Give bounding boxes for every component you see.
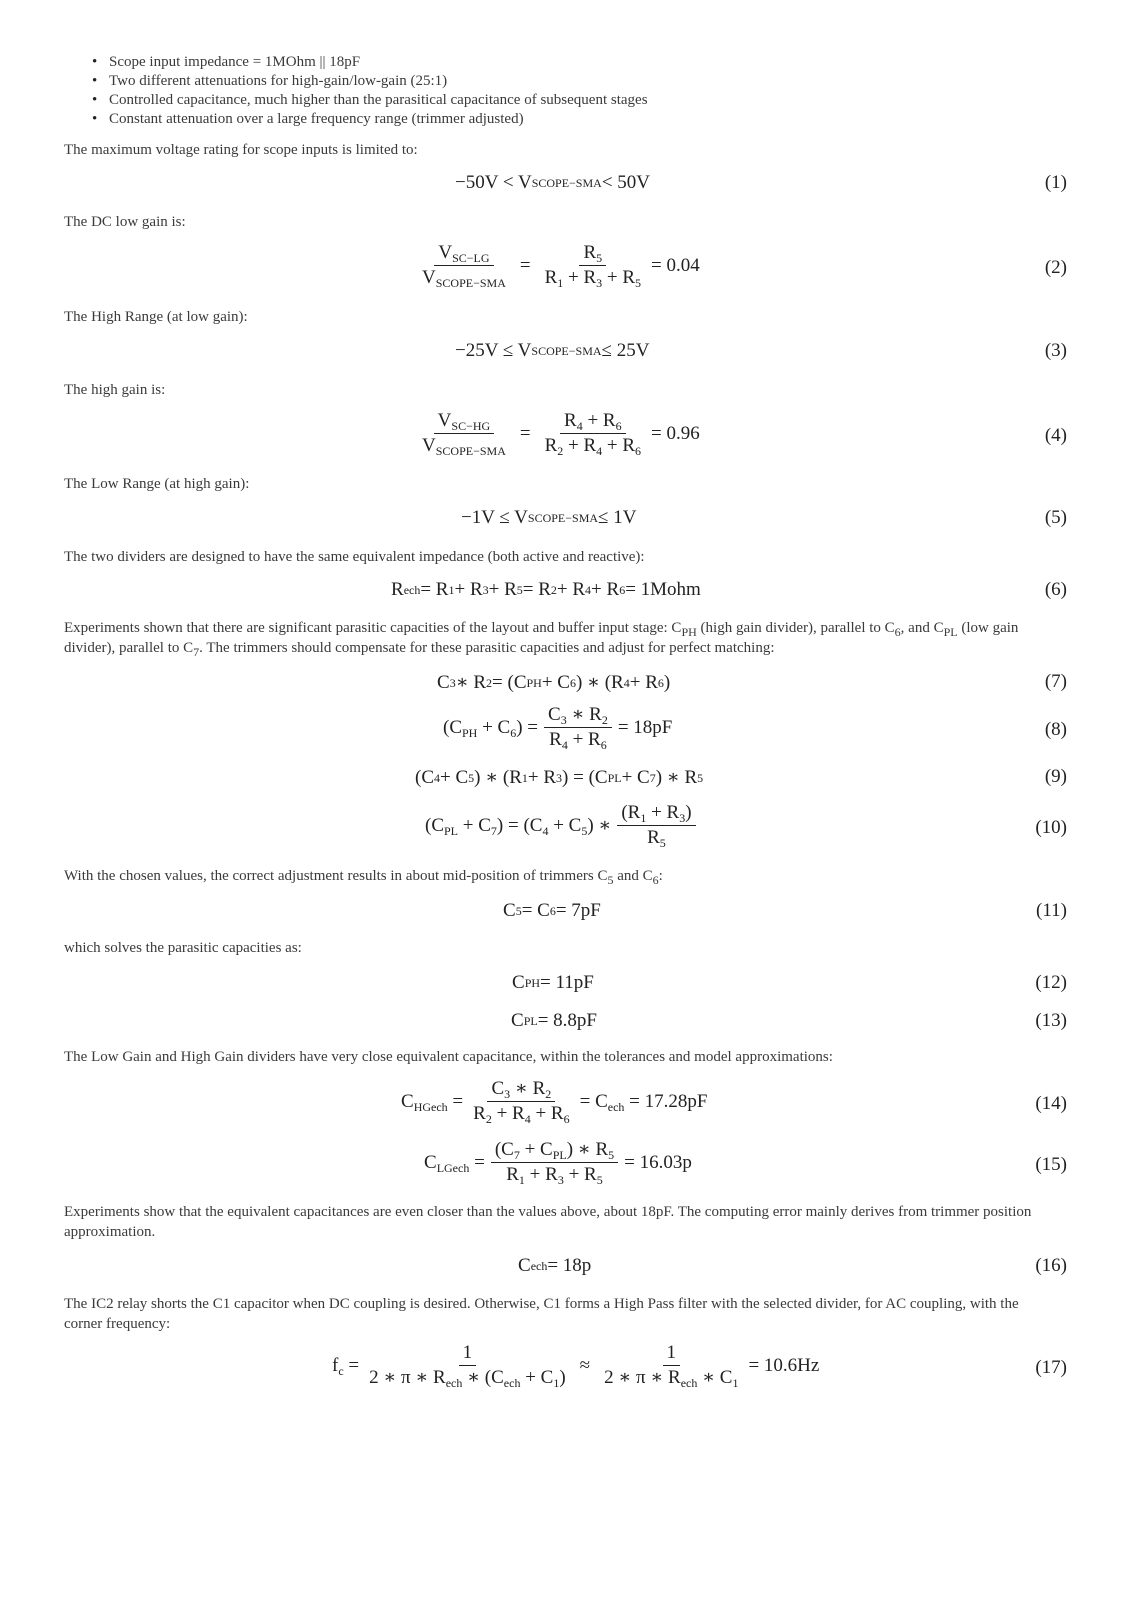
paragraph-equivalent-capacitance: The Low Gain and High Gain dividers have very close equivalent capacitance, within the tolerances and model approximations: [64, 1049, 833, 1065]
equation-body [332, 1342, 819, 1389]
subscript: 6 [652, 873, 659, 887]
equation-body: (C 4 + C 5 ) ∗ (R 1 + R 3 ) = (C PL + C 7 ) ∗ R 5 [415, 766, 704, 788]
denominator: $V_{SCOPE-SMA}$ [422, 435, 506, 458]
equation-number: (7) [1044, 671, 1067, 692]
list-item: • Controlled capacitance, much higher than the parasitical capacitance of subsequent stages [92, 91, 648, 110]
fraction [491, 1139, 618, 1186]
fraction [418, 242, 510, 289]
numerator: $V_{SC-HG}$ [434, 410, 495, 434]
subscript: 6 [894, 625, 901, 639]
paragraph-chosen-values [64, 866, 1054, 886]
text: (high gain divider), parallel to C [696, 620, 895, 636]
equation-body: R ech = R 1 + R 3 + R 5 = R 2 + R 4 + R 6 = 1Mohm [391, 579, 701, 600]
numerator: 1 [459, 1342, 477, 1366]
equation-number: (3) [1044, 340, 1067, 361]
equation-number: (8) [1044, 719, 1067, 740]
denominator: $R_2 + R_4 + R_6$ [473, 1103, 570, 1126]
list-item: • Constant attenuation over a large frequency range (trimmer adjusted) [92, 110, 648, 129]
equation-number: (14) [1035, 1093, 1067, 1114]
equation-body: −1V ≤ V SCOPE−SMA ≤ 1V [461, 507, 637, 528]
equation-number: (11) [1036, 900, 1067, 921]
paragraph-ic2-relay: The IC2 relay shorts the C1 capacitor when DC coupling is desired. Otherwise, C1 forms a High Pass filter with the selected divider, for AC coupling, with the corner frequency: [64, 1296, 1019, 1332]
denominator: $R_4 + R_6$ [549, 729, 607, 752]
fraction [541, 242, 645, 289]
fraction [600, 1342, 742, 1389]
fraction [544, 704, 612, 751]
numerator: $V_{SC-LG}$ [434, 242, 493, 266]
feature-list [92, 53, 648, 129]
text: and C [613, 868, 653, 884]
paragraph-high-range: The High Range (at low gain): [64, 309, 248, 325]
equation-number: (15) [1035, 1154, 1067, 1175]
list-item: • Scope input impedance = 1MOhm || 18pF [92, 53, 648, 72]
equation-number: (2) [1044, 257, 1067, 278]
numerator: $R_5$ [579, 242, 606, 266]
lhs: $C_{HGech}$ = [401, 1090, 464, 1114]
result: = 18pF [617, 716, 673, 738]
paragraph-low-range: The Low Range (at high gain): [64, 476, 250, 492]
equation-body: −25V ≤ V SCOPE−SMA ≤ 25V [455, 340, 650, 361]
text: With the chosen values, the correct adjustment results in about mid-position of trimmers C [64, 868, 608, 884]
fraction [365, 1342, 570, 1389]
result: = 0.04 [651, 254, 700, 276]
paragraph-max-voltage: The maximum voltage rating for scope inputs is limited to: [64, 142, 418, 158]
lhs: $f_c$ = [332, 1354, 360, 1378]
fraction [418, 410, 510, 457]
equation-number: (4) [1044, 425, 1067, 446]
equation-body: C 3 ∗ R 2 = (C PH + C 6 ) ∗ (R 4 + R 6 ) [437, 671, 671, 693]
denominator: 2 ∗ π ∗ $R_{ech}$ ∗ $C_1$ [604, 1367, 739, 1390]
approx-sign: ≈ [579, 1354, 591, 1376]
equation-body: C PL = 8.8pF [511, 1010, 597, 1031]
result: = $C_{ech} = 17.28pF$ [579, 1090, 708, 1114]
equation-number: (1) [1044, 172, 1067, 193]
equation-number: (12) [1035, 972, 1067, 993]
numerator: $R_4 + R_6$ [560, 410, 626, 434]
lhs: $(C_{PH} + C_6)$ = [443, 716, 539, 740]
paragraph-solves-parasitic: which solves the parasitic capacities as: [64, 940, 302, 956]
equation-number: (5) [1044, 507, 1067, 528]
subscript: 5 [607, 873, 614, 887]
paragraph-parasitic-capacities [64, 618, 1054, 658]
text: (low gain divider), parallel to C [64, 620, 1019, 656]
text: , and C [900, 620, 944, 636]
equation-number: (13) [1035, 1010, 1067, 1031]
result: = 16.03p [624, 1151, 692, 1173]
equation-body: $\frac{V_{SC-HG}}{V_{SCOPE-SMA}}$ = $\frac{R_4 + R_6}{R_2 + R_4 + R_6}$ = 0.96 [412, 410, 700, 457]
subscript: PH [681, 625, 697, 639]
equation-body [425, 802, 702, 849]
equation-body: C ech = 18p [518, 1255, 592, 1276]
list-item: • Two different attenuations for high-gain/low-gain (25:1) [92, 72, 648, 91]
numerator: $C_3$ ∗ $R_2$ [487, 1078, 555, 1102]
denominator: $R_2 + R_4 + R_6$ [544, 435, 642, 458]
fraction [617, 802, 695, 849]
equation-number: (16) [1035, 1255, 1067, 1276]
numerator: $(R_1 + R_3)$ [617, 802, 695, 826]
numerator: $C_3$ ∗ $R_2$ [544, 704, 612, 728]
equation-body: C PH = 11pF [512, 972, 594, 993]
lhs: $(C_{PL} + C_7) = (C_4 + C_5)$ ∗ [425, 815, 612, 838]
paragraph-experiments-closer: Experiments show that the equivalent capacitances are even closer than the values above, about 18pF. The computing error mainly derives from trimmer position approximation. [64, 1204, 1032, 1240]
fraction [541, 410, 645, 457]
equation-body: $\frac{V_{SC-LG}}{V_{SCOPE-SMA}}$ = $\frac{R_5}{R_1 + R_3 + R_5}$ = 0.04 [412, 242, 700, 289]
denominator: $R_1 + R_3 + R_5$ [506, 1164, 603, 1187]
denominator: 2 ∗ π ∗ $R_{ech}$ ∗ $(C_{ech} + C_1)$ [369, 1367, 566, 1390]
paragraph-equivalent-impedance: The two dividers are designed to have the same equivalent impedance (both active and reactive): [64, 549, 645, 565]
text: Experiments shown that there are significant parasitic capacities of the layout and buffer input stage: C [64, 620, 682, 636]
result: = 0.96 [651, 422, 700, 444]
denominator: $R_5$ [647, 827, 666, 850]
result: = 10.6Hz [748, 1354, 820, 1376]
denominator: $R_1 + R_3 + R_5$ [544, 267, 642, 290]
paragraph-high-gain: The high gain is: [64, 382, 166, 398]
equation-number: (9) [1044, 766, 1067, 787]
equation-body [401, 1078, 707, 1125]
equation-number: (10) [1035, 817, 1067, 838]
equation-body [443, 704, 672, 751]
equation-body [424, 1139, 692, 1186]
equation-number: (6) [1044, 579, 1067, 600]
subscript: PL [943, 625, 958, 639]
equation-number: (17) [1035, 1357, 1067, 1378]
lhs: $C_{LGech}$ = [424, 1151, 485, 1175]
text: . The trimmers should compensate for these parasitic capacities and adjust for perfect matching: [199, 640, 775, 656]
denominator: $V_{SCOPE-SMA}$ [422, 267, 506, 290]
equation-body: −50V < V SCOPE−SMA < 50V [455, 172, 650, 193]
equation-body: C 5 = C 6 = 7pF [503, 900, 601, 921]
subscript: 7 [193, 645, 200, 659]
numerator: $(C_7 + C_{PL})$ ∗ $R_5$ [491, 1139, 618, 1163]
paragraph-dc-low-gain: The DC low gain is: [64, 214, 186, 230]
numerator: 1 [663, 1342, 681, 1366]
text: : [658, 868, 663, 884]
fraction [469, 1078, 573, 1125]
